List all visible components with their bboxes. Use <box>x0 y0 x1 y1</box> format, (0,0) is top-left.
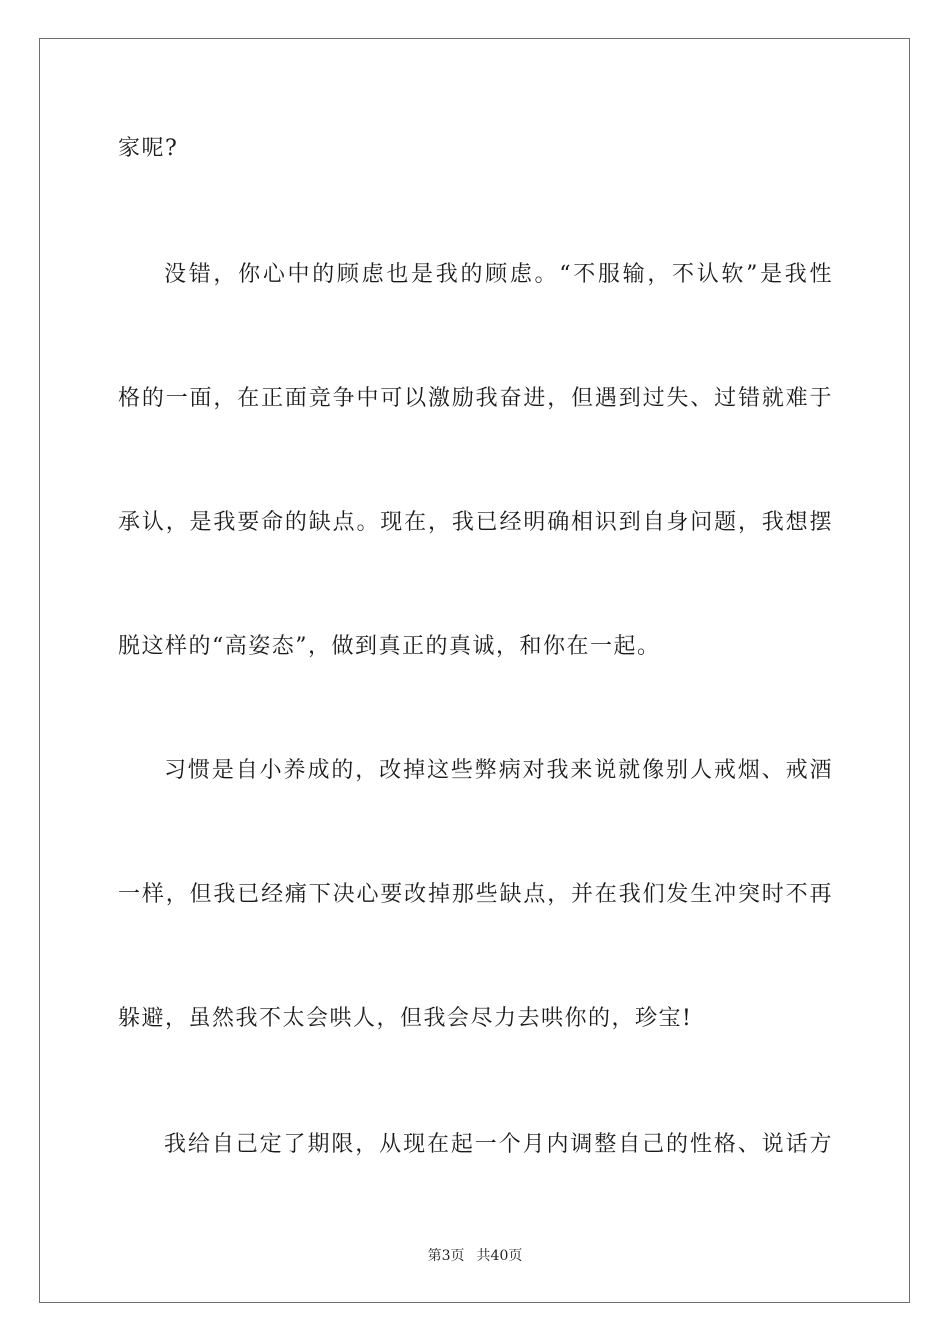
paragraph-start-line: 我给自己定了期限，从现在起一个月内调整自己的性格、说话方 <box>164 1132 833 1157</box>
text-line: 承认，是我要命的缺点。现在，我已经明确相识到自身问题，我想摆 <box>118 510 833 535</box>
text-line: 脱这样的“高姿态”，做到真正的真诚，和你在一起。 <box>118 634 661 659</box>
page-border <box>39 38 910 1303</box>
text-line: 格的一面，在正面竞争中可以激励我奋进，但遇到过失、过错就难于 <box>118 386 833 411</box>
paragraph-start-line: 没错，你心中的顾虑也是我的顾虑。“不服输，不认软”是我性 <box>164 262 833 287</box>
paragraph-start-line: 习惯是自小养成的，改掉这些弊病对我来说就像别人戒烟、戒酒 <box>164 758 833 783</box>
page-footer <box>0 1246 950 1266</box>
text-line: 家呢? <box>118 136 179 161</box>
page-number: 第3页 <box>427 1248 465 1264</box>
total-pages: 共40页 <box>476 1248 523 1264</box>
text-line: 躲避，虽然我不太会哄人，但我会尽力去哄你的，珍宝! <box>118 1006 693 1031</box>
text-line: 一样，但我已经痛下决心要改掉那些缺点，并在我们发生冲突时不再 <box>118 882 833 907</box>
